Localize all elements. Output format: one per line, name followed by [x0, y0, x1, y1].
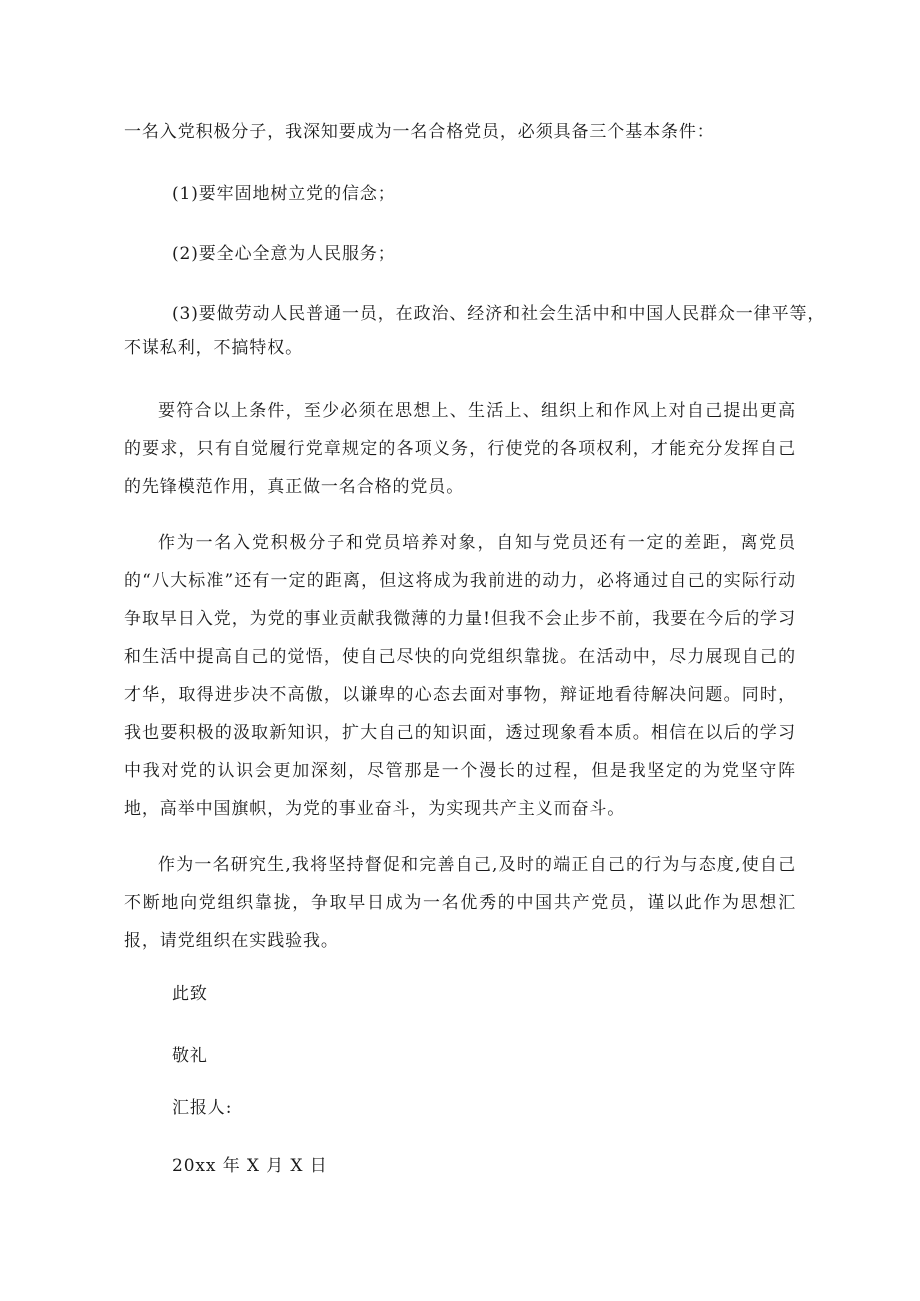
intro-line: 一名入党积极分子，我深知要成为一名合格党员，必须具备三个基本条件：	[124, 122, 715, 142]
condition-3-continued: 不谋私利，不搞特权。	[124, 338, 303, 358]
paragraph-requirements: 要符合以上条件，至少必须在思想上、生活上、组织上和作风上对自己提出更高的要求，只有自觉履行党章规定的各项义务，行使党的各项权利，才能充分发挥自己的先锋模范作用，真正做一名合格的党员。	[124, 401, 796, 497]
condition-1: (1)要牢固地树立党的信念；	[172, 184, 396, 204]
closing-salutation: 此致	[172, 984, 208, 1004]
paragraph-graduate: 作为一名研究生,我将坚持督促和完善自己,及时的端正自己的行为与态度,使自己不断地向党组织靠拢，争取早日成为一名优秀的中国共产党员，谨以此作为思想汇报，请党组织在实践验我。	[124, 855, 796, 951]
condition-3: (3)要做劳动人民普通一员，在政治、经济和社会生活中和中国人民群众一律平等，	[172, 304, 826, 324]
condition-2: (2)要全心全意为人民服务；	[172, 244, 396, 264]
paragraph-commitment: 作为一名入党积极分子和党员培养对象，自知与党员还有一定的差距，离党员的“八大标准”还有一定的距离，但这将成为我前进的动力，必将通过自己的实际行动争取早日入党，为党的事业贡献我微薄的力量!但我不会止步不前，我要在今后的学习和生活中提高自己的觉悟，使自己尽快的向党组织靠拢。在活动中，尽力展现自己的才华，取得进步决不高傲，以谦卑的心态去面对事物，辩证地看待解决问题。同时，我也要积极的汲取新知识，扩大自己的知识面，透过现象看本质。相信在以后的学习中我对党的认识会更加深刻，尽管那是一个漫长的过程，但是我坚定的为党坚守阵地，高举中国旗帜，为党的事业奋斗，为实现共产主义而奋斗。	[124, 533, 796, 819]
reporter-label: 汇报人:	[172, 1098, 233, 1118]
closing-regards: 敬礼	[172, 1046, 208, 1066]
report-date: 20xx 年 X 月 X 日	[172, 1156, 328, 1176]
